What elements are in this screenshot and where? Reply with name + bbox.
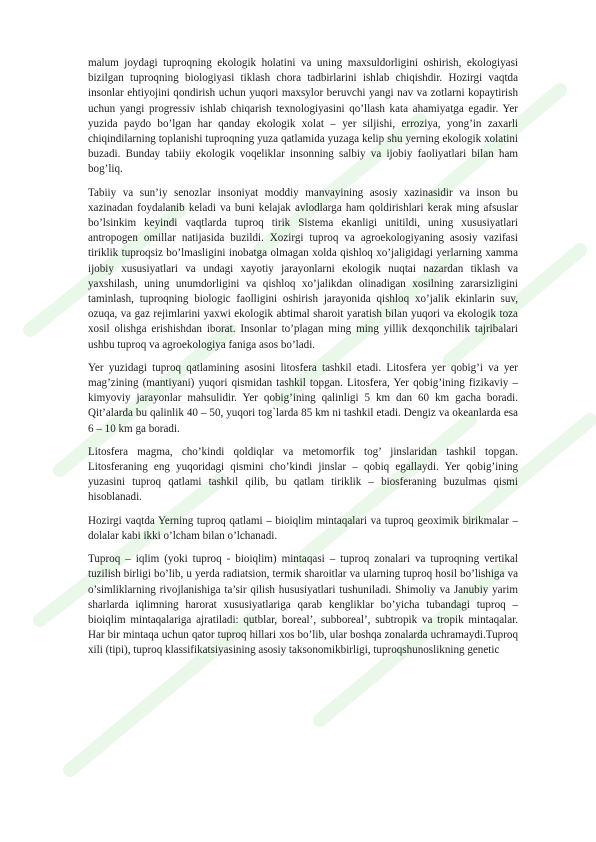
paragraph-4: Litosfera magma, cho’kindi qoldiqlar va metomorfik tog’ jinslaridan tashkil topgan. Litosferaning eng yuqoridagi qismini cho’kindi jinslar – qobiq egallaydi. Yer qobig’ining yuzasini tuproq qatlami tashkil qilib, bu qatlam tiriklik – biosferaning buzulmas qismi hisoblanadi. xyxy=(88,445,518,504)
paragraph-6: Tuproq – iqlim (yoki tuproq - bioiqlim) mintaqasi – tuproq zonalari va tuproqning vertikal tuzilish birligi bo’lib, u yerda radiatsion, termik sharoitlar va ularning tuproq hosil bo’lishiga va o’simliklarning rivojlanishiga ta’sir qilish hususiyatlari tushuniladi. Shimoliy va Janubiy yarim sharlarda iqlimning harorat xususiyatlariga qarab kengliklar bo’yicha tubandagi tuproq – bioiqlim mintaqalariga ajratiladi: qutblar, boreal’, subboreal’, subtropik va tropik mintaqalar. Har bir mintaqa uchun qator tuproq hillari xos bo’lib, ular boshqa zonalarda uchramaydi.Tuproq xili (tipi), tuproq klassifikatsiyasining asosiy taksonomikbirligi, tuproqshunoslikning genetic xyxy=(88,553,518,657)
paragraph-3: Yer yuzidagi tuproq qatlamining asosini litosfera tashkil etadi. Litosfera yer qobig’i va yer mag’zining (mantiyani) yuqori qismidan tashkil topgan. Litosfera, Yer qobig’ining fizikaviy – kimyoviy jarayonlar mahsulidir. Yer qobig’ining qalinligi 5 km dan 60 km gacha boradi. Qit’alarda bu qalinlik 40 – 50, yuqori tog`larda 85 km ni tashkil etadi. Dengiz va okeanlarda esa 6 – 10 km ga boradi. xyxy=(88,361,518,435)
paragraph-5: Hozirgi vaqtda Yerning tuproq qatlami – bioiqlim mintaqalari va tuproq geoximik birikmalar – dolalar kabi ikki o’lcham bilan o’lchanadi. xyxy=(88,514,518,542)
paragraph-1: malum joydagi tuproqning ekologik holatini va uning maxsuldorligini oshirish, ekologiyasi bizilgan tuproqning biologiyasi tiklash chora tadbirlarini ishlab chiqishdir. Hozirgi vaqtda insonlar ehtiyojini qondirish uchun yuqori maxsylor beruvchi yangi nav va zotlarni kopaytirish uchun yangi progressiv ishlab chiqarish texnologiyasini qo’llash kata ahamiyatga egadir. Yer yuzida paydo bo’lgan har qanday ekologik xolat – yer siljishi, erroziya, yong’in zaxarli chiqindilarning toplanishi tuproqning yuza qatlamida yuzaga kelip shu yerning ekologik xolatini buzadi. Bunday tabiiy ekologik voqeliklar insonning salbiy va ijobiy faoliyatlari bilan ham bog’liq. xyxy=(88,57,518,176)
paragraph-2: Tabiiy va sun’iy senozlar insoniyat moddiy manvayining asosiy xazinasidir va inson bu xazinadan foydalanib keladi va buni kelajak avlodlarga ham qoldirishlari kerak ming afsuslar bo’lsinkim keyindi vaqtlarda tuproq tirik Sistema ekanligi unitildi, uning xususiyatlari antropogen omillar natijasida buzildi. Xozirgi tuproq va agroekologiyaning asosiy vazifasi tiriklik tuproqsiz bo’lmasligini inobatga olmagan xolda qishloq xo’jaligidagi yerlarning xamma ijobiy xususiyatlari va undagi xayotiy jarayonlarni ekologik nuqtai nazardan tiklash va yaxshilash, uning unumdorligini va qishloq xo’jalikdan olinadigan xosilning zararsizligini taminlash, tuproqning biologic faolligini oshirish jarayonida qishloq xo’jalik ekinlarin suv, ozuqa, va gaz rejimlarini yaxwi ekologik abtimal sharoit yaratish bilan yuqori va ekologik toza xosil olishga erishishdan iborat. Insonlar to’plagan ming ming yillik dexqonchilik tajribalari ushbu tuproq va agroekologiya faniga asos bo’ladi. xyxy=(88,186,518,351)
document-body xyxy=(88,56,518,667)
